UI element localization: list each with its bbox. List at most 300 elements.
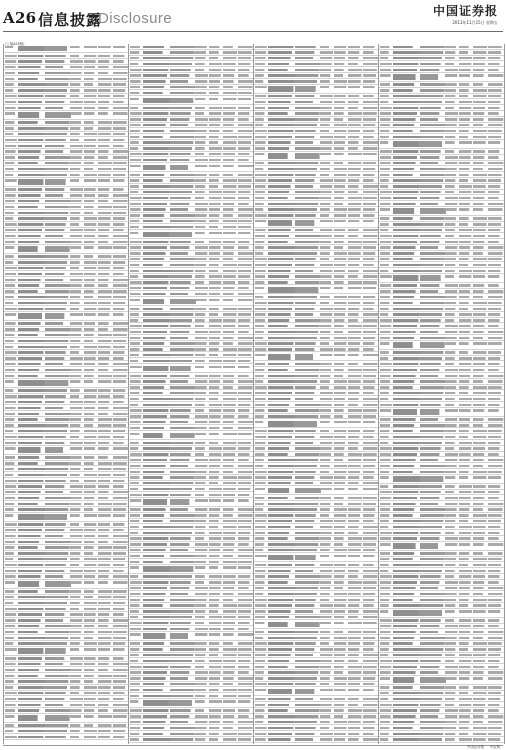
table-cell — [113, 462, 127, 464]
table-cell — [195, 532, 205, 534]
table-cell — [70, 395, 79, 397]
table-cell — [84, 590, 94, 592]
table-cell — [98, 389, 111, 391]
table-cell — [170, 191, 192, 193]
table-row — [4, 446, 129, 455]
table-cell — [84, 485, 96, 487]
table-cell — [18, 541, 39, 543]
table-cell — [143, 604, 163, 606]
table-cell — [98, 346, 111, 348]
table-cell — [130, 185, 139, 187]
table-cell — [195, 360, 205, 362]
table-cell — [113, 692, 124, 694]
table-cell — [195, 642, 207, 644]
table-cell — [143, 348, 163, 350]
table-cell — [113, 730, 125, 732]
table-cell — [84, 704, 95, 706]
table-cell — [209, 354, 218, 356]
table-cell — [130, 593, 141, 595]
table-cell — [45, 724, 68, 726]
table-cell — [195, 118, 208, 120]
table-cell — [130, 258, 140, 260]
table-cell — [170, 427, 196, 429]
table-cell — [195, 308, 206, 310]
table-cell — [45, 46, 67, 52]
table-cell — [143, 319, 170, 321]
table-cell — [70, 546, 81, 548]
table-cell — [170, 287, 189, 289]
table-cell — [170, 63, 192, 65]
table-cell — [5, 508, 14, 510]
table-cell — [170, 494, 191, 496]
table-cell — [18, 89, 45, 91]
table-cell — [195, 165, 207, 167]
table-cell — [209, 453, 221, 455]
table-cell — [98, 241, 108, 243]
table-cell — [98, 395, 110, 397]
table-cell — [238, 471, 253, 473]
table-cell — [113, 261, 125, 263]
table-cell — [84, 255, 93, 257]
table-cell — [45, 156, 71, 158]
table-cell — [238, 308, 252, 310]
table-cell — [5, 145, 16, 147]
table-cell — [143, 159, 167, 161]
table-cell — [195, 197, 204, 199]
table-cell — [70, 89, 80, 91]
table-cell — [170, 124, 188, 126]
table-cell — [223, 92, 237, 94]
table-cell — [143, 226, 171, 228]
table-cell — [238, 628, 249, 630]
table-cell — [238, 587, 249, 589]
table-cell — [209, 555, 219, 557]
table-cell — [113, 162, 127, 164]
table-row — [129, 431, 254, 440]
table-cell — [5, 156, 15, 158]
table-cell — [195, 471, 207, 473]
table-cell — [223, 264, 237, 266]
table-cell — [18, 127, 46, 129]
table-row — [129, 565, 254, 574]
table-cell — [45, 663, 63, 665]
table-cell — [45, 456, 71, 458]
table-cell — [70, 424, 80, 426]
table-cell — [18, 246, 38, 252]
table-cell — [170, 514, 196, 516]
table-cell — [5, 637, 14, 639]
table-cell — [45, 613, 64, 615]
table-cell — [223, 386, 233, 388]
table-cell — [84, 380, 93, 382]
table-cell — [113, 704, 128, 706]
table-cell — [170, 526, 193, 528]
table-cell — [5, 290, 14, 292]
table-cell — [45, 206, 70, 208]
table-cell — [195, 354, 205, 356]
table-cell — [143, 453, 168, 455]
table-cell — [223, 185, 236, 187]
table-cell — [130, 610, 139, 612]
table-cell — [143, 112, 168, 114]
table-cell — [70, 200, 82, 202]
table-cell — [113, 642, 125, 644]
table-cell — [70, 552, 80, 554]
table-cell — [209, 214, 219, 216]
table-cell — [18, 480, 43, 482]
table-cell — [143, 543, 167, 545]
table-cell — [143, 499, 167, 505]
table-cell — [70, 436, 79, 438]
table-cell — [45, 418, 70, 420]
table-cell — [170, 447, 192, 449]
table-cell — [195, 409, 204, 411]
table-cell — [130, 214, 140, 216]
table-cell — [18, 724, 46, 726]
table-cell — [84, 145, 96, 147]
table-cell — [130, 683, 140, 685]
table-cell — [209, 520, 219, 522]
table-cell — [84, 302, 97, 304]
table-cell — [170, 136, 195, 138]
table-cell — [98, 133, 111, 135]
table-cell — [5, 194, 16, 196]
table-cell — [70, 413, 82, 415]
table-cell — [98, 206, 112, 208]
table-cell — [98, 581, 108, 583]
table-cell — [45, 346, 67, 348]
table-cell — [170, 683, 196, 685]
table-cell — [170, 197, 191, 199]
table-cell — [143, 366, 168, 372]
table-cell — [223, 313, 236, 315]
table-cell — [5, 78, 14, 80]
table-cell — [170, 599, 196, 601]
table-cell — [209, 494, 221, 496]
table-cell — [84, 442, 96, 444]
table-cell — [223, 337, 234, 339]
table-cell — [195, 92, 206, 94]
table-cell — [238, 348, 252, 350]
table-cell — [130, 566, 139, 568]
table-cell — [98, 692, 110, 694]
table-cell — [209, 118, 221, 120]
table-cell — [5, 663, 16, 665]
table-cell — [209, 258, 219, 260]
table-cell — [18, 619, 41, 621]
table-cell — [195, 51, 206, 53]
table-cell — [98, 308, 110, 310]
table-cell — [238, 319, 250, 321]
table-cell — [130, 319, 138, 321]
table-cell — [130, 398, 139, 400]
table-cell — [84, 462, 94, 464]
table-cell — [195, 214, 207, 216]
table-cell — [143, 130, 164, 132]
table-cell — [130, 360, 138, 362]
table-cell — [143, 666, 168, 668]
table-cell — [5, 514, 13, 516]
table-cell — [143, 174, 164, 176]
table-cell — [70, 150, 82, 152]
table-cell — [84, 497, 94, 499]
table-cell — [195, 124, 207, 126]
table-cell — [143, 494, 168, 496]
table-cell — [84, 375, 94, 377]
table-cell — [113, 369, 128, 371]
table-cell — [130, 633, 141, 635]
table-cell — [70, 474, 80, 476]
table-cell — [84, 669, 94, 671]
table-cell — [5, 730, 13, 732]
table-cell — [170, 147, 192, 149]
table-cell — [5, 389, 13, 391]
table-cell — [113, 675, 127, 677]
table-cell — [170, 581, 191, 583]
table-cell — [223, 57, 236, 59]
table-cell — [45, 322, 63, 324]
table-cell — [70, 497, 82, 499]
table-cell — [113, 235, 128, 237]
table-cell — [70, 107, 82, 109]
table-cell — [5, 55, 17, 57]
table-cell — [70, 704, 82, 706]
table-cell — [5, 89, 13, 91]
table-cell — [113, 625, 128, 627]
table-cell — [84, 736, 96, 738]
table-cell — [45, 436, 66, 438]
table-cell — [45, 334, 70, 336]
table-cell — [130, 433, 139, 435]
table-cell — [98, 78, 112, 80]
table-cell — [5, 570, 16, 572]
table-cell — [18, 418, 38, 420]
table-cell — [195, 433, 206, 435]
table-cell — [113, 657, 124, 659]
table-cell — [238, 147, 250, 149]
table-cell — [143, 488, 170, 490]
table-cell — [143, 421, 166, 423]
table-cell — [70, 631, 81, 633]
table-cell — [238, 599, 253, 601]
table-cell — [238, 80, 253, 82]
table-cell — [238, 604, 252, 606]
table-cell — [84, 284, 94, 286]
table-cell — [209, 380, 220, 382]
table-cell — [170, 325, 191, 327]
table-cell — [238, 270, 251, 272]
table-cell — [238, 337, 253, 339]
table-cell — [170, 616, 192, 618]
table-cell — [170, 258, 196, 260]
table-cell — [5, 648, 17, 650]
table-cell — [238, 375, 249, 377]
table-cell — [45, 730, 67, 732]
table-cell — [238, 642, 253, 644]
table-cell — [223, 666, 235, 668]
table-cell — [45, 284, 71, 286]
table-cell — [113, 346, 125, 348]
page-code: A26 — [3, 9, 36, 27]
table-cell — [130, 555, 140, 557]
table-cell — [84, 570, 96, 572]
table-cell — [209, 465, 220, 467]
table-cell — [209, 532, 222, 534]
table-cell — [45, 715, 70, 721]
table-cell — [238, 214, 253, 216]
table-cell — [45, 642, 67, 644]
table-cell — [113, 89, 125, 91]
table-cell — [238, 476, 252, 478]
table-cell — [113, 491, 128, 493]
table-cell — [170, 555, 196, 557]
table-cell — [223, 392, 237, 394]
table-cell — [170, 587, 189, 589]
table-cell — [70, 680, 80, 682]
table-cell — [18, 395, 43, 397]
table-cell — [84, 675, 94, 677]
table-cell — [195, 331, 208, 333]
disclosure-table — [3, 40, 503, 744]
table-cell — [130, 252, 141, 254]
table-cell — [5, 380, 14, 382]
table-cell — [223, 112, 235, 114]
table-cell — [18, 514, 45, 520]
table-cell — [209, 392, 219, 394]
table-cell — [113, 631, 127, 633]
table-cell — [5, 680, 14, 682]
table-cell — [195, 293, 207, 295]
table-cell — [84, 346, 97, 348]
table-cell — [70, 246, 81, 248]
table-cell — [209, 191, 222, 193]
table-cell — [5, 625, 15, 627]
table-cell — [143, 136, 163, 138]
table-cell — [84, 418, 94, 420]
table-cell — [70, 675, 81, 677]
table-cell — [209, 671, 221, 673]
table-cell — [18, 564, 43, 566]
table-cell — [5, 491, 16, 493]
table-row — [129, 297, 254, 306]
table-cell — [223, 543, 234, 545]
table-cell — [84, 212, 93, 214]
table-cell — [170, 543, 189, 545]
table-cell — [18, 296, 46, 298]
table-cell — [130, 46, 140, 48]
table-cell — [130, 331, 141, 333]
table-cell — [130, 141, 139, 143]
table-cell — [45, 709, 71, 711]
table-cell — [18, 590, 38, 592]
table-cell — [113, 246, 127, 248]
table-cell — [84, 436, 96, 438]
table-cell — [5, 546, 14, 548]
table-cell — [238, 453, 249, 455]
table-cell — [223, 325, 235, 327]
table-cell — [143, 508, 166, 510]
table-cell — [170, 593, 188, 595]
table-cell — [84, 246, 94, 248]
table-cell — [70, 480, 79, 482]
table-cell — [98, 139, 110, 141]
table-cell — [45, 480, 66, 482]
table-cell — [98, 424, 111, 426]
table-cell — [98, 642, 111, 644]
table-cell — [238, 660, 250, 662]
table-cell — [223, 633, 234, 635]
table-cell — [143, 514, 164, 516]
table-cell — [5, 162, 14, 164]
table-cell — [195, 141, 205, 143]
table-cell — [45, 313, 64, 319]
table-cell — [5, 72, 15, 74]
table-cell — [223, 593, 234, 595]
table-cell — [130, 508, 141, 510]
table-row — [4, 647, 129, 656]
table-cell — [70, 730, 80, 732]
table-cell — [130, 136, 139, 138]
table-cell — [5, 267, 17, 269]
table-cell — [70, 322, 82, 324]
table-cell — [209, 86, 219, 88]
table-cell — [130, 325, 142, 327]
table-cell — [170, 141, 193, 143]
table-cell — [84, 112, 94, 114]
table-cell — [70, 503, 81, 505]
table-cell — [18, 95, 43, 97]
table-cell — [45, 375, 70, 377]
table-cell — [223, 74, 234, 76]
table-cell — [98, 564, 110, 566]
table-cell — [98, 546, 112, 548]
table-cell — [209, 226, 218, 228]
table-cell — [143, 471, 164, 473]
table-cell — [238, 246, 249, 248]
table-cell — [143, 107, 170, 109]
footer-logo: 中证网 — [490, 744, 500, 749]
table-cell — [223, 442, 236, 444]
table-cell — [18, 715, 38, 721]
table-cell — [209, 488, 222, 490]
table-cell — [170, 159, 189, 161]
table-cell — [170, 628, 189, 630]
table-cell — [45, 401, 64, 403]
table-cell — [195, 159, 208, 161]
table-cell — [84, 648, 96, 650]
table-cell — [195, 666, 204, 668]
table-cell — [223, 281, 235, 283]
table-cell — [209, 287, 221, 289]
table-cell — [170, 337, 188, 339]
table-cell — [238, 107, 250, 109]
table-cell — [223, 153, 235, 155]
table-cell — [113, 83, 126, 85]
table-cell — [5, 66, 16, 68]
table-cell — [84, 89, 97, 91]
table-cell — [195, 465, 207, 467]
table-cell — [18, 351, 43, 353]
table-cell — [98, 112, 108, 114]
table-cell — [143, 683, 164, 685]
table-cell — [113, 418, 127, 420]
table-cell — [18, 413, 39, 415]
table-row — [4, 513, 129, 522]
table-cell — [113, 407, 128, 409]
table-cell — [113, 424, 126, 426]
table-cell — [170, 532, 192, 534]
table-cell — [5, 436, 17, 438]
